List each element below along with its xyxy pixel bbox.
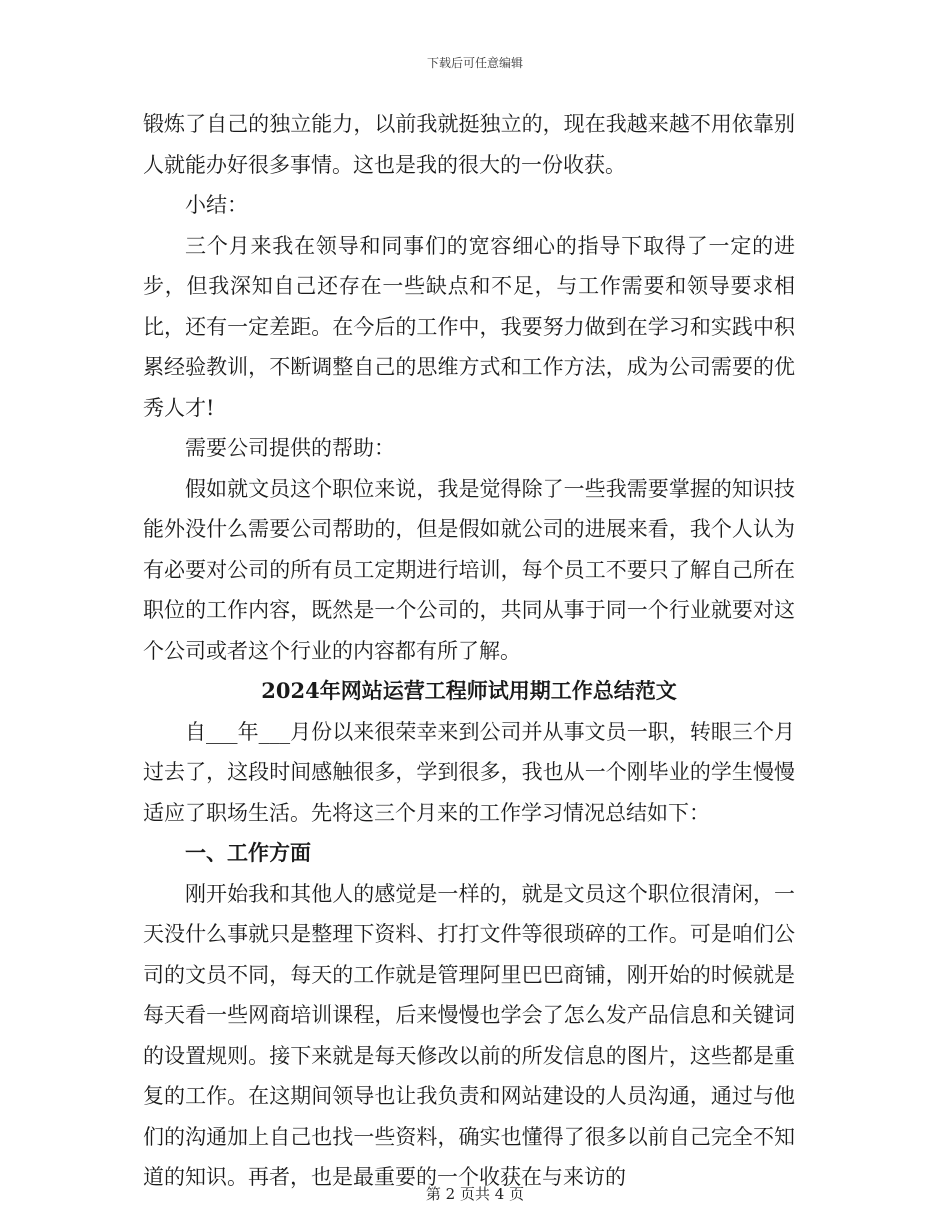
- paragraph-work: 刚开始我和其他人的感觉是一样的，就是文员这个职位很清闲，一天没什么事就只是整理下资料、打打文件等很琐碎的工作。可是咱们公司的文员不同，每天的工作就是管理阿里巴巴商铺，刚开始的时候就是每天看一些网商培训课程，后来慢慢也学会了怎么发产品信息和关键词的设置规则。接下来就是每天修改以前的所发信息的图片，这些都是重复的工作。在这期间领导也让我负责和网站建设的人员沟通，通过与他们的沟通加上自己也找一些资料，确实也懂得了很多以前自己完全不知道的知识。再者，也是最重要的一个收获在与来访的: [143, 881, 795, 1189]
- paragraph-summary-label: 小结：: [185, 193, 248, 217]
- section-heading-work: 一、工作方面: [185, 840, 311, 865]
- paragraph-help: 假如就文员这个职位来说，我是觉得除了一些我需要掌握的知识技能外没什么需要公司帮助的，但是假如就公司的进展来看，我个人认为有必要对公司的所有员工定期进行培训，每个员工不要只了解自己所在职位的工作内容，既然是一个公司的，共同从事于同一个行业就要对这个公司或者这个行业的内容都有所了解。: [143, 476, 795, 663]
- paragraph-summary: 三个月来我在领导和同事们的宽容细心的指导下取得了一定的进步，但我深知自己还存在一些缺点和不足，与工作需要和领导要求相比，还有一定差距。在今后的工作中，我要努力做到在学习和实践中积累经验教训，不断调整自己的思维方式和工作方法，成为公司需要的优秀人才!: [143, 233, 795, 420]
- paragraph-help-label: 需要公司提供的帮助：: [185, 436, 395, 460]
- paragraph-intro: 自___年___月份以来很荣幸来到公司并从事文员一职，转眼三个月过去了，这段时间感触很多，学到很多，我也从一个刚毕业的学生慢慢适应了职场生活。先将这三个月来的工作学习情况总结如下：: [143, 719, 795, 825]
- document-body: [143, 104, 795, 1198]
- document-title: 2024年网站运营工程师试用期工作总结范文: [261, 678, 677, 703]
- paragraph-continued: 锻炼了自己的独立能力，以前我就挺独立的，现在我越来越不用依靠别人就能办好很多事情。这也是我的很大的一份收获。: [143, 112, 795, 177]
- page-footer: 第 2 页共 4 页: [425, 1185, 525, 1203]
- page-header: 下载后可任意编辑: [426, 56, 523, 70]
